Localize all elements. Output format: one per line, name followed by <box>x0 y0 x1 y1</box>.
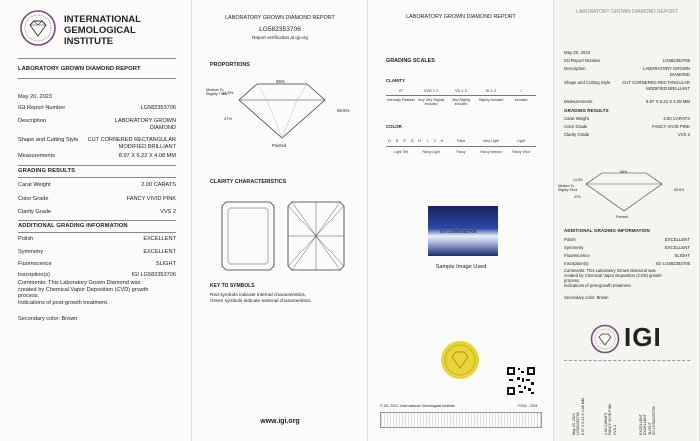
igi-hologram-seal-icon <box>440 340 480 380</box>
summary-girdle-label: Medium To Slightly Thick <box>558 184 578 192</box>
security-strip <box>380 412 542 428</box>
proportions-heading: PROPORTIONS <box>210 62 250 68</box>
igi-logo-icon <box>590 324 620 354</box>
color-letter-0: D <box>388 138 392 143</box>
summary-shape-row: Shape and Cutting Style CUT CORNERED RECTANGULAR MODIFIED BRILLIANT <box>564 80 690 91</box>
culet-label: Pointed <box>272 143 287 148</box>
summary-secondary-color: Secondary color: Brown <box>564 295 609 300</box>
color-letter-7: K <box>440 138 444 143</box>
summary-date: May 20, 2023 <box>564 50 591 55</box>
color-scale-letters <box>386 139 446 145</box>
color-fancy-4: Fancy Vivid <box>512 150 530 154</box>
color-fancy-1: Fancy Light <box>422 150 440 154</box>
color-letter-6: J <box>433 138 436 143</box>
clarity-grade-2: VS 1 2 <box>454 88 467 93</box>
additional-heading: ADDITIONAL GRADING INFORMATION <box>18 223 128 229</box>
color-letter-5: I <box>426 138 428 143</box>
clarity-grade-0: IF <box>399 88 403 93</box>
color-fancy-3: Fancy Intense <box>480 150 502 154</box>
summary-additional-heading: ADDITIONAL GRADING INFORMATION <box>564 228 650 233</box>
clarity-characteristics-heading: CLARITY CHARACTERISTICS <box>210 179 287 185</box>
sample-caption: Sample Image Used <box>435 264 487 270</box>
scales-panel <box>368 0 554 441</box>
comments: Comments: This Laboratory Grown Diamond was created by Chemical Vapor Deposition (CVD) growth process. Indications of post-growth treatment. <box>18 280 149 306</box>
clarity-desc-3: Slightly Included <box>478 98 504 102</box>
color-letter-1: E <box>395 138 399 143</box>
panel-report-title: LABORATORY GROWN DIAMOND REPORT <box>225 15 335 21</box>
clarity-grade-3: SI 1 2 <box>485 88 497 93</box>
proportions-diagram <box>237 80 327 142</box>
color-range-0: Faint <box>457 139 465 143</box>
clarity-desc-4: Included <box>514 98 528 102</box>
color-fancy-2: Fancy <box>456 150 466 154</box>
color-range-1: Very Light <box>483 139 499 143</box>
igi-logo-text: IGI <box>624 322 662 352</box>
brand-name: INTERNATIONAL GEMOLOGICAL INSTITUTE <box>64 14 141 47</box>
report-stub: May 20, 2023 LG582353706 8.97 X 6.22 X 4.08 MM 2.00 CARATS FANCY VIVID PINK VVS 2 EXCELLENT EXCELLENT SLIGHT IGI LG582353706 <box>564 360 690 439</box>
clarity-desc-0: Internally Flawless <box>387 98 415 102</box>
color-letter-4: H <box>418 138 422 143</box>
main-report-panel: INTERNATIONAL GEMOLOGICAL INSTITUTE LABORATORY GROWN DIAMOND REPORT May 20, 2023 IGI Report Number LG582353706 Description LABORATORY GROWN DIAMOND Shape and Cutting Style CUT CORNERED RECTANGULAR MODIFIED BRILLIANT Measurements 8.97 X 6.22 X 4.08 MM GRADING RESULTS Carat Weight 2.00 CARATS Color Grade FANCY VIVID PINK Clarity Grade VVS 2 ADDITIONAL GRADING INFORMATION Polish EXCELLENT Symmetry EXCELLENT Fluorescence SLIGHT Inscription(s) IGI LG582353706 Comments: This Laboratory Grown Diamond was created by Chemical Vapor Deposition (CVD) growth process. Indications of post-growth treatment. Secondary color: Brown <box>0 0 192 441</box>
summary-proportions-diagram <box>584 170 664 214</box>
summary-depth-pct: 65.6% <box>674 188 685 192</box>
color-letter-2: F <box>403 138 406 143</box>
color-fancy-0: Light Tint <box>394 150 408 154</box>
report-title: LABORATORY GROWN DIAMOND REPORT <box>18 66 141 72</box>
girdle-label: Medium To Slightly Thick <box>206 88 228 97</box>
description-row: Description LABORATORY GROWN DIAMOND <box>18 118 176 131</box>
diagram-panel <box>192 0 368 441</box>
summary-pavilion-pct: 47% <box>574 195 581 199</box>
form-code: FS00 - 2021 <box>518 404 538 408</box>
clarity-desc-2: Very Slightly Included <box>451 98 471 107</box>
grading-scales-heading: GRADING SCALES <box>386 58 435 64</box>
panel3-report-title: LABORATORY GROWN DIAMOND REPORT <box>406 14 516 20</box>
color-scale-bottom <box>386 150 536 156</box>
panel-report-number: LG582353706 <box>259 26 301 33</box>
report-date: May 20, 2023 <box>18 94 52 100</box>
grading-results-heading: GRADING RESULTS <box>18 168 76 174</box>
summary-culet: Pointed <box>616 215 629 219</box>
clarity-scale-top <box>386 89 536 95</box>
copyright: © IGI, 2021. International Gemological Institute <box>380 404 455 408</box>
igi-seal-icon <box>20 10 56 46</box>
clarity-grade-4: I <box>520 88 522 93</box>
summary-comments: Comments: This Laboratory Grown Diamond was created by Chemical Vapor Deposition (CVD) growth process. Indications of post-growth treatment. <box>564 268 662 288</box>
clarity-plot-diagram <box>220 200 350 272</box>
website: www.igi.org <box>260 418 300 425</box>
crown-pct: 14.5% <box>222 90 234 95</box>
key-symbols-text: Red symbols indicate internal characteristics. Green symbols indicate external characteristics. <box>210 293 312 304</box>
table-pct: 65% <box>276 79 285 84</box>
qr-code-icon <box>506 366 536 396</box>
secondary-color: Secondary color: Brown <box>18 316 78 322</box>
color-scale-heading: COLOR <box>386 124 402 129</box>
summary-table-pct: 65% <box>620 170 628 174</box>
summary-title: LABORATORY GROWN DIAMOND REPORT <box>576 9 678 15</box>
sample-inscription: IGI LG582353706 <box>440 229 477 234</box>
summary-description-row: Description LABORATORY GROWN DIAMOND <box>564 66 690 77</box>
color-letter-3: G <box>410 138 414 143</box>
pavilion-pct: 47% <box>224 116 233 121</box>
summary-grading-heading: GRADING RESULTS <box>564 108 609 113</box>
clarity-grade-1: VVS 1 2 <box>423 88 439 93</box>
summary-panel: LABORATORY GROWN DIAMOND REPORT May 20, 2023 IGI Report Number LG582353706 Description LABORATORY GROWN DIAMOND Shape and Cutting Style CUT CORNERED RECTANGULAR MODIFIED BRILLIANT Measurements 8.97 X 6.22 X 4.08 MM GRADING RESULTS Carat Weight 2.00 CARATS Color Grade FANCY VIVID PINK Clarity Grade VVS 2 65% 65.6% 14.5% 47% Pointed Medium To Slightly Thick ADDITIONAL GRADING INFORMATION Polish EXCELLENT Symmetry EXCELLENT Fluorescence SLIGHT Inscription(s) IGI LG582353706 Comments: This Laboratory Grown Diamond was created by Chemical Vapor Deposition (CVD) growth process. Indications of post-growth treatment. Secondary color: Brown IGI May 20, 2023 LG582353706 8.97 X 6.22 X 4.08 MM 2.00 CARATS FANCY VIVID PINK VVS 2 EXCELLENT EXCELLENT SLIGHT IGI LG582353706 <box>554 0 700 441</box>
color-scale-top <box>446 139 536 145</box>
summary-crown-pct: 14.5% <box>573 178 583 182</box>
color-range-2: Light <box>517 139 525 143</box>
clarity-scale-bottom <box>386 98 536 110</box>
shape-row: Shape and Cutting Style CUT CORNERED RECTANGULAR MODIFIED BRILLIANT <box>18 137 176 150</box>
key-symbols-heading: KEY TO SYMBOLS <box>210 283 255 289</box>
clarity-scale-heading: CLARITY <box>386 78 406 83</box>
depth-pct: 65.6% <box>337 108 350 113</box>
verification-text: Report verification at igi.org <box>252 35 308 40</box>
clarity-desc-1: Very Very Slightly Included <box>417 98 445 107</box>
